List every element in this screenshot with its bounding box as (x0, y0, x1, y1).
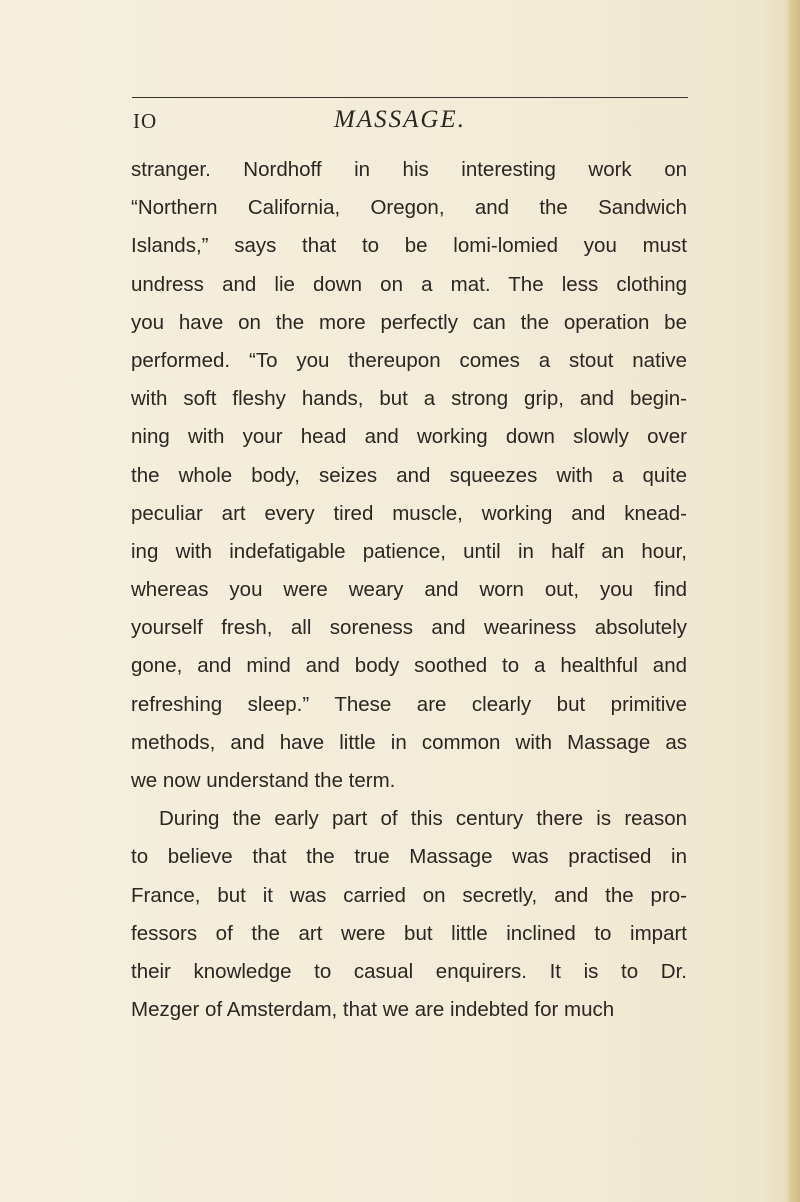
text-line: you have on the more perfectly can the operation be (131, 310, 687, 334)
text-line: “Northern California, Oregon, and the Sandwich (131, 196, 687, 220)
page-edge (786, 0, 800, 1202)
text-line: peculiar art every tired muscle, working and knead- (131, 501, 687, 525)
text-line: France, but it was carried on secretly, and the pro- (131, 883, 687, 907)
text-line: performed. “To you thereupon comes a stout native (131, 348, 687, 372)
text-line: stranger. Nordhoff in his interesting work on (131, 158, 687, 181)
text-line: whereas you were weary and worn out, you find (131, 578, 687, 602)
text-line: fessors of the art were but little inclined to impart (131, 921, 687, 945)
text-line: refreshing sleep.” These are clearly but primitive (131, 692, 687, 716)
text-line: ning with your head and working down slowly over (131, 425, 687, 449)
text-line: Islands,” says that to be lomi-lomied you must (131, 234, 687, 258)
text-line: to believe that the true Massage was practised in (131, 845, 687, 869)
text-line: with soft fleshy hands, but a strong grip, and begin- (131, 387, 687, 411)
text-line: undress and lie down on a mat. The less clothing (131, 272, 687, 296)
text-line: ing with indefatigable patience, until in half an hour, (131, 539, 687, 563)
header-rule (132, 97, 688, 98)
text-line: Mezger of Amsterdam, that we are indebted for much (131, 998, 615, 1022)
text-line: yourself fresh, all soreness and weariness absolutely (131, 616, 687, 640)
paragraph-start-line: During the early part of this century there is reason (159, 807, 687, 831)
text-line: gone, and mind and body soothed to a healthful and (131, 654, 687, 678)
body-text (131, 151, 687, 1029)
text-line: we now understand the term. (131, 769, 396, 792)
page-number: IO (133, 109, 158, 133)
text-line: the whole body, seizes and squeezes with a quite (131, 463, 687, 487)
running-head: MASSAGE. (334, 106, 466, 133)
text-line: their knowledge to casual enquirers. It is to Dr. (131, 959, 687, 983)
text-line: methods, and have little in common with Massage as (131, 730, 687, 754)
